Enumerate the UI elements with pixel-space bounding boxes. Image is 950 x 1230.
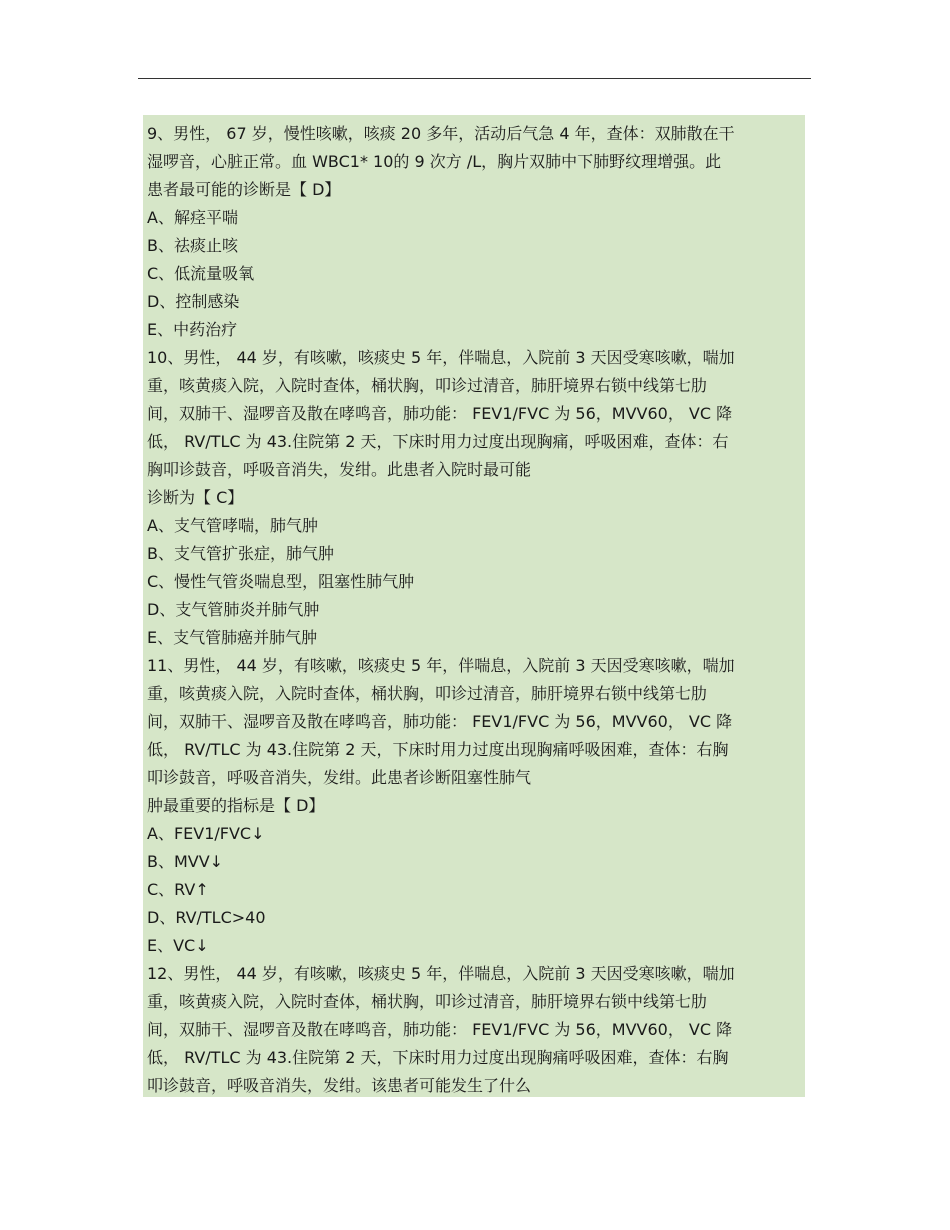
question-9-option-b: B、祛痰止咳 (147, 236, 238, 255)
question-12-line-5: 叩诊鼓音，呼吸音消失，发绀。该患者可能发生了什么 (147, 1076, 532, 1095)
question-9-line-1: 9、男性， 67 岁，慢性咳嗽，咳痰 20 多年，活动后气急 4 年，查体：双肺散在干 (147, 124, 735, 143)
question-10-line-4: 低， RV/TLC 为 43.住院第 2 天，下床时用力过度出现胸痛，呼吸困难，查体：右 (147, 432, 729, 451)
question-12-line-4: 低， RV/TLC 为 43.住院第 2 天，下床时用力过度出现胸痛呼吸困难，查体：右胸 (147, 1048, 729, 1067)
question-12-line-2: 重，咳黄痰入院，入院时查体，桶状胸，叩诊过清音，肺肝境界右锁中线第七肋 (147, 992, 708, 1011)
question-11-option-d: D、RV/TLC>40 (147, 908, 266, 927)
question-12-line-3: 间，双肺干、湿啰音及散在哮鸣音，肺功能： FEV1/FVC 为 56，MVV60， VC 降 (147, 1020, 733, 1039)
header-rule (138, 78, 811, 79)
question-9-line-2: 湿啰音，心脏正常。血 WBC1* 10的 9 次方 /L，胸片双肺中下肺野纹理增强。此 (147, 152, 722, 171)
question-11-option-e: E、VC↓ (147, 936, 209, 955)
question-11-line-2: 重，咳黄痰入院，入院时查体，桶状胸，叩诊过清音，肺肝境界右锁中线第七肋 (147, 684, 708, 703)
question-9-option-a: A、解痉平喘 (147, 208, 238, 227)
question-11-line-4: 低， RV/TLC 为 43.住院第 2 天，下床时用力过度出现胸痛呼吸困难，查体：右胸 (147, 740, 729, 759)
question-10-option-c: C、慢性气管炎喘息型，阻塞性肺气肿 (147, 572, 415, 591)
question-9-option-c: C、低流量吸氧 (147, 264, 255, 283)
question-11-line-5: 叩诊鼓音，呼吸音消失，发绀。此患者诊断阻塞性肺气 (147, 768, 532, 787)
question-9-line-3: 患者最可能的诊断是【 D】 (147, 180, 341, 199)
question-10-line-1: 10、男性， 44 岁，有咳嗽，咳痰史 5 年，伴喘息，入院前 3 天因受寒咳嗽，喘加 (147, 348, 735, 367)
question-11-line-3: 间，双肺干、湿啰音及散在哮鸣音，肺功能： FEV1/FVC 为 56，MVV60， VC 降 (147, 712, 733, 731)
question-11-line-6: 肿最重要的指标是【 D】 (147, 796, 325, 815)
question-12-line-1: 12、男性， 44 岁，有咳嗽，咳痰史 5 年，伴喘息，入院前 3 天因受寒咳嗽，喘加 (147, 964, 735, 983)
question-content-block (143, 115, 805, 1097)
question-9-option-e: E、中药治疗 (147, 320, 238, 339)
question-10-option-e: E、支气管肺癌并肺气肿 (147, 628, 318, 647)
question-11-option-a: A、FEV1/FVC↓ (147, 824, 265, 843)
question-11-option-c: C、RV↑ (147, 880, 209, 899)
question-9-option-d: D、控制感染 (147, 292, 240, 311)
question-11-option-b: B、MVV↓ (147, 852, 224, 871)
question-10-line-5: 胸叩诊鼓音，呼吸音消失，发绀。此患者入院时最可能 (147, 460, 532, 479)
question-10-option-a: A、支气管哮喘，肺气肿 (147, 516, 318, 535)
question-10-line-6: 诊断为【 C】 (147, 488, 244, 507)
question-10-option-d: D、支气管肺炎并肺气肿 (147, 600, 320, 619)
question-10-line-3: 间，双肺干、湿啰音及散在哮鸣音，肺功能： FEV1/FVC 为 56，MVV60， VC 降 (147, 404, 733, 423)
question-11-line-1: 11、男性， 44 岁，有咳嗽，咳痰史 5 年，伴喘息，入院前 3 天因受寒咳嗽，喘加 (147, 656, 735, 675)
question-10-option-b: B、支气管扩张症，肺气肿 (147, 544, 334, 563)
question-10-line-2: 重，咳黄痰入院，入院时查体，桶状胸，叩诊过清音，肺肝境界右锁中线第七肋 (147, 376, 708, 395)
